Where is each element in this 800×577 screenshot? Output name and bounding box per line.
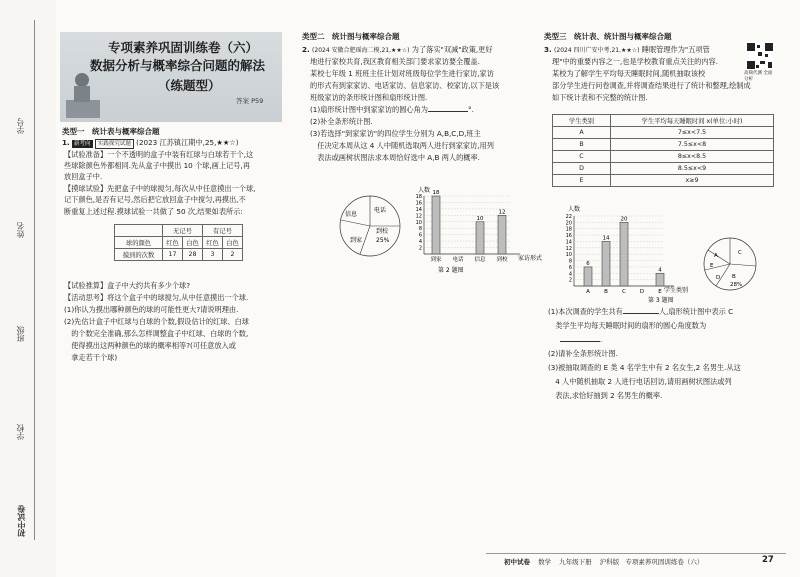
answer-blank-line[interactable]: .	[560, 334, 602, 345]
q3-line: 类学生平均每天睡眠时间的扇形的圆心角度数为	[548, 321, 707, 330]
student-illustration-icon	[62, 66, 102, 120]
y-tick-label: 20	[565, 220, 572, 227]
q2-bar-chart	[408, 184, 558, 276]
q1-data-table	[114, 224, 243, 261]
q2-source: (2024 安徽合肥瑶海二模,21,★★☆)	[312, 47, 410, 54]
x-tick-label: C	[622, 289, 626, 295]
y-tick-label: 12	[415, 213, 422, 220]
table-cell: E	[553, 175, 611, 187]
table-cell: 8.5≤x<9	[611, 163, 774, 175]
q1-line: 些球除颜色外都相同.先从盒子中摸出 10 个球,画上记号,再	[64, 161, 250, 170]
y-tick-label: 10	[565, 252, 572, 259]
y-tick-label: 6	[568, 264, 572, 271]
footer-grade: 九年级下册	[559, 558, 592, 566]
pie-label: 信息	[345, 211, 358, 218]
table-cell: A	[553, 127, 611, 139]
table-cell: 学生平均每天睡眠时间 x(单位:小时)	[611, 115, 774, 127]
pie-label: 到校	[376, 228, 389, 235]
table-cell: 红色	[163, 237, 183, 249]
table-cell: 28	[183, 249, 203, 261]
q3-line: 人,扇形统计图中表示 C	[658, 307, 734, 316]
pie-label: E	[710, 263, 714, 269]
y-tick-label: 22	[565, 214, 572, 220]
q3-number: 3.	[544, 45, 552, 54]
banner-title-line1: 专项素养巩固训练卷（六）	[108, 40, 259, 55]
footer-edition: 沪科版	[599, 558, 620, 566]
y-tick-label: 16	[565, 233, 572, 240]
table-cell: 7≤x<7.5	[611, 127, 774, 139]
table-cell: 球的颜色	[115, 237, 163, 249]
y-tick-label: 18	[415, 194, 422, 200]
bar-value-label: 20	[620, 216, 628, 223]
table-cell: 白色	[183, 237, 203, 249]
x-tick-label: 到校	[496, 257, 508, 263]
q1-line: 【活动思考】将这个盒子中的球搅匀,从中任意摸出一个球.	[64, 293, 249, 302]
q3-source: (2024 四川广安中考,21,★★☆)	[554, 47, 640, 54]
cut-line	[34, 20, 35, 540]
q2-line: (3)若选择"到家家访"的四位学生分别为 A,B,C,D,班主	[310, 129, 481, 138]
pie-label: 电话	[374, 207, 387, 214]
answer-blank[interactable]	[428, 111, 468, 112]
q3-line: 4 人中随机抽取 2 人进行电话回访,请用画树状图法或列	[548, 377, 732, 386]
y-tick-label: 4	[418, 239, 422, 246]
pie-label: D	[716, 275, 721, 281]
banner-title-line2: 数据分析与概率综合问题的解法	[90, 58, 266, 73]
table-cell: 8≤x<8.5	[611, 151, 774, 163]
pie-divider	[730, 264, 756, 266]
q2-header	[302, 44, 493, 56]
bar	[498, 215, 506, 254]
table-cell: D	[553, 163, 611, 175]
q2-suffix: °.	[468, 105, 474, 114]
pie-label: 28%	[730, 282, 743, 288]
table-cell: x≥9	[611, 175, 774, 187]
section-two-heading: 类型二 统计图与概率综合题	[302, 32, 400, 41]
y-axis-label: 人数	[418, 187, 431, 194]
q2-number: 2.	[302, 45, 310, 54]
x-tick-label: 到家	[430, 257, 442, 263]
q2-line: 任决定本周从这 4 人中随机选取两人进行到家家访,用列	[310, 141, 494, 150]
answer-blank[interactable]	[623, 313, 659, 314]
pie-label: C	[738, 250, 742, 256]
q1-line: 放回盒子中.	[64, 172, 103, 181]
margin-brand: 初中试卷	[17, 505, 26, 537]
y-tick-label: 12	[565, 245, 572, 252]
x-tick-label: D	[639, 289, 645, 295]
y-tick-label: 10	[415, 219, 422, 226]
x-axis-label: 家访形式	[518, 255, 543, 262]
table-cell: 红色	[203, 237, 223, 249]
footer-chapter: 专项素养巩固训练卷（六）	[625, 558, 704, 566]
pie-divider	[705, 264, 730, 270]
banner-title-line3: （练题型）	[158, 78, 221, 93]
q3-pie-chart	[700, 234, 762, 294]
y-tick-label: 2	[568, 277, 572, 284]
bar	[584, 267, 592, 286]
q1-line: 【试验准备】一个不透明的盒子中装有红球与白球若干个,这	[64, 150, 254, 159]
table-cell: 3	[203, 249, 223, 261]
bar	[656, 273, 664, 286]
q1-line: 【试验推算】盒子中大约共有多少个球?	[64, 281, 191, 290]
bar	[620, 222, 628, 286]
y-tick-label: 2	[418, 245, 422, 252]
table-cell: C	[553, 151, 611, 163]
margin-label-name: 姓名	[16, 222, 25, 238]
table-cell: B	[553, 139, 611, 151]
q2-line: (1)扇形统计图中到家家访的圆心角为	[310, 105, 428, 114]
q2-line: 班级家访的条形统计图和扇形统计图.	[310, 93, 428, 102]
table-cell: 2	[223, 249, 243, 261]
q3-line: 部分学生进行问卷调查,并将调查结果进行了统计和整理,绘制成	[552, 81, 751, 90]
q3-line: (2)请补全条形统计图.	[548, 349, 618, 358]
table-cell: 7.5≤x<8	[611, 139, 774, 151]
q3-bar-chart	[556, 204, 706, 304]
q3-part1	[548, 306, 733, 317]
y-tick-label: 14	[565, 239, 572, 246]
bar-value-label: 6	[586, 260, 590, 267]
section-one-heading: 类型一 统计表与概率综合题	[62, 127, 160, 136]
footer-rule	[486, 553, 786, 554]
q3-data-table	[552, 114, 774, 187]
pie-divider	[341, 220, 370, 226]
q1-header	[62, 137, 239, 149]
y-tick-label: 14	[415, 206, 422, 213]
table-cell: 白色	[223, 237, 243, 249]
q1-source: (2023 江苏镇江期中,25,★★☆)	[136, 138, 239, 147]
bar	[476, 222, 484, 254]
q2-line: 表法或画树状图法求本周恰好选中 A,B 两人的概率.	[310, 153, 480, 162]
q2-line: 为了落实"双减"政策,更好	[411, 45, 493, 54]
page-number: 27	[762, 555, 774, 565]
q2-pie-chart	[336, 186, 406, 262]
x-tick-label: 信息	[474, 257, 486, 263]
bar-value-label: 18	[432, 190, 440, 196]
q1-line: (2)先估计盒子中红球与白球的个数,假设估计的红球、白球	[64, 317, 249, 326]
margin-label-class: 班级	[16, 326, 25, 342]
section-three-heading: 类型三 统计表、统计图与概率综合题	[544, 32, 672, 41]
q3-line: 表法,求恰好抽到 2 名男生的概率.	[548, 391, 663, 400]
q1-line: 【摸球试验】先把盒子中的球搅匀,每次从中任意摸出一个球,	[64, 184, 256, 193]
q2-part1	[310, 104, 474, 115]
q3-line: 睡眠管理作为"五项管	[641, 45, 710, 54]
q2-line: 某校七年级 1 班班主任计划对班级每位学生进行家访,家访	[310, 69, 494, 78]
q1-tag-type: 实践探究试题	[95, 139, 134, 149]
y-tick-label: 16	[415, 200, 422, 207]
q1-line: 使得摸出这两种颜色的球的概率相等?(可任意放入或	[64, 341, 236, 350]
q3-line: (1)本次调查的学生共有	[548, 307, 623, 316]
answer-blank[interactable]	[560, 341, 600, 342]
y-tick-label: 8	[418, 226, 422, 233]
pie-divider	[708, 250, 730, 264]
x-axis-label: 学生类别	[664, 287, 689, 294]
q1-number: 1.	[62, 138, 70, 147]
x-tick-label: B	[604, 289, 608, 295]
bar	[432, 196, 440, 254]
y-axis-label: 人数	[568, 206, 581, 213]
y-tick-label: 4	[568, 271, 572, 278]
pie-label: A	[714, 253, 718, 259]
y-tick-label: 8	[568, 258, 572, 265]
binding-margin	[0, 0, 56, 577]
bar-value-label: 10	[476, 215, 484, 222]
pie-label: 到家	[350, 237, 363, 244]
chart-caption: 第 3 题图	[648, 297, 674, 304]
table-cell: 摸到的次数	[115, 249, 163, 261]
table-cell: 无记号	[163, 225, 203, 237]
pie-label: 25%	[376, 237, 390, 244]
table-cell: 17	[163, 249, 183, 261]
q2-line: 的形式有到家家访、电话家访、信息家访、校家访,以下是该	[310, 81, 500, 90]
footer-brand: 初中试卷	[504, 558, 530, 566]
table-cell	[115, 225, 163, 237]
chart-caption: 第 2 题图	[438, 267, 464, 274]
bar-value-label: 12	[498, 209, 506, 216]
table-cell: 学生类别	[553, 115, 611, 127]
y-tick-label: 6	[418, 232, 422, 239]
margin-label-school: 学校	[16, 424, 25, 440]
q1-line: 的个数完全准确,那么怎样调整盒子中红球、白球的个数,	[64, 329, 249, 338]
footer-subject: 数学	[538, 558, 552, 566]
q1-tag-new: 新考向	[74, 141, 91, 147]
footer-info	[504, 557, 703, 568]
x-tick-label: 电话	[452, 257, 464, 263]
answer-reference: 答案 P59	[236, 97, 264, 105]
q3-header	[544, 44, 710, 56]
bar	[602, 241, 610, 286]
q3-line: 理"中的重要内容之一,也是学校教育重点关注的内容.	[552, 57, 719, 66]
title-banner	[60, 32, 282, 122]
margin-label-id: 学号	[16, 118, 25, 134]
pie-label: B	[732, 274, 736, 280]
q1-line: 断重复上述过程.摸球试验一共做了 50 次,结果如表所示:	[64, 207, 243, 216]
bar-value-label: 14	[602, 235, 610, 242]
q2-line: 地进行家校共育,我区教育相关部门要求家访要全覆盖.	[310, 57, 480, 66]
q3-line: (3)被抽取调查的 E 类 4 名学生中有 2 名女生,2 名男生.从这	[548, 363, 741, 372]
q1-line: (1)你认为摸出哪种颜色的球的可能性更大?请说明理由.	[64, 305, 239, 314]
q3-line: 某校为了解学生平均每天睡眠时间,随机抽取该校	[552, 69, 706, 78]
x-tick-label: A	[586, 289, 590, 295]
table-cell: 有记号	[203, 225, 243, 237]
bar-value-label: 4	[658, 267, 662, 274]
q1-line: 拿走若干个球)	[64, 353, 118, 362]
q3-line: 如下统计表和不完整的统计图.	[552, 93, 648, 102]
qr-code-icon	[746, 42, 774, 70]
q2-line: (2)补全条形统计图.	[310, 117, 373, 126]
page-footer	[0, 547, 800, 577]
x-tick-label: E	[658, 289, 662, 295]
y-tick-label: 18	[565, 226, 572, 233]
qr-caption: 高频代测 全面分析	[744, 71, 773, 82]
q1-line: 记下颜色,是否有记号,然后把它放回盒子中搅匀,再摸出,不	[64, 195, 246, 204]
